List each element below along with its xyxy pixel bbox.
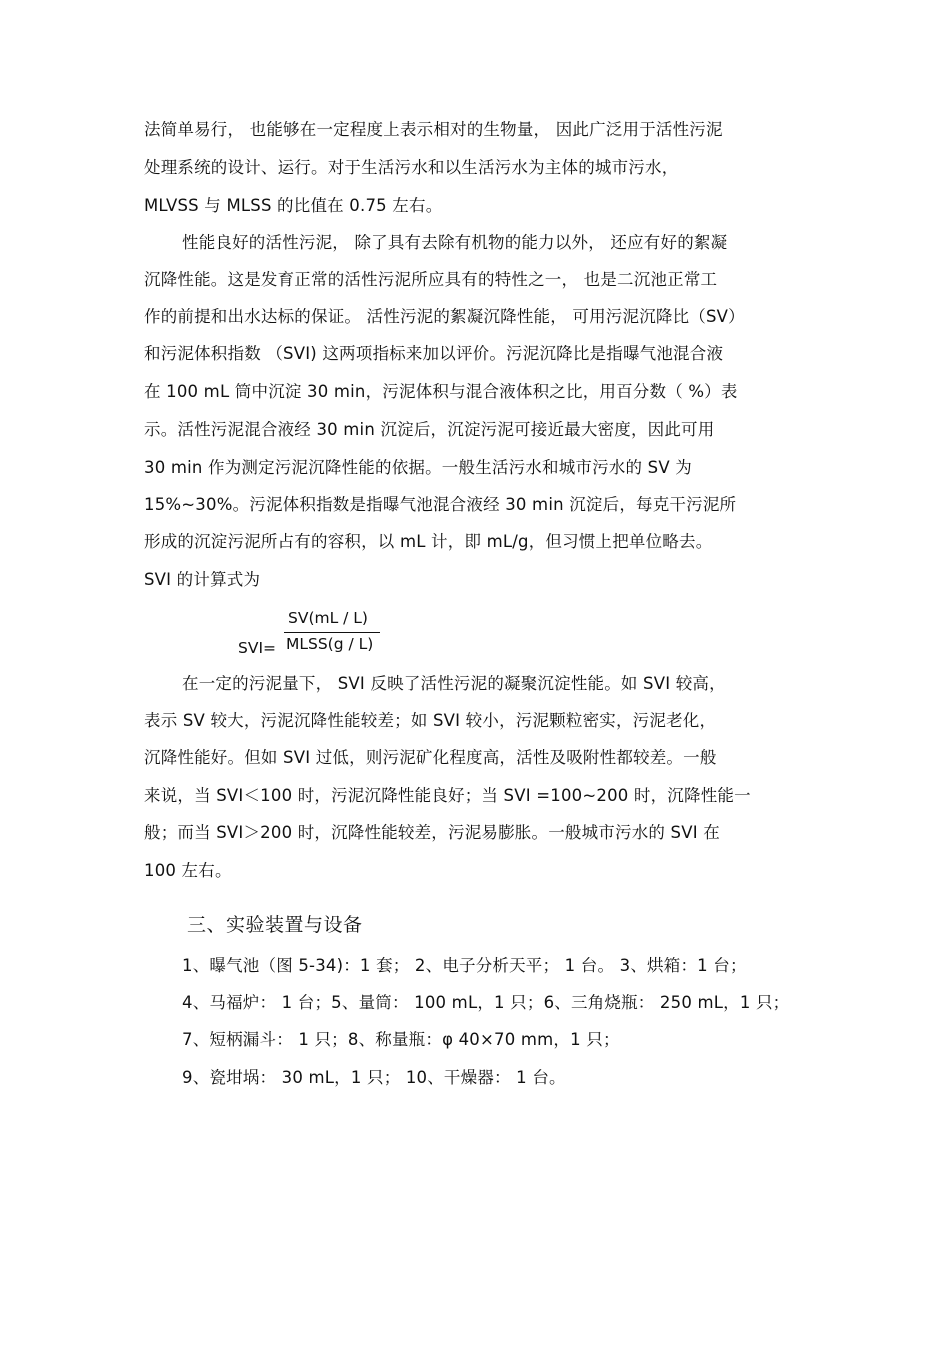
paragraph-3-line-5: 般；而当 SVI＞200 时，沉降性能较差，污泥易膨胀。一般城市污水的 SVI 在 [144,823,720,842]
paragraph-2-line-6: 示。活性污泥混合液经 30 min 沉淀后，沉淀污泥可接近最大密度，因此可用 [144,420,715,439]
paragraph-2-line-3: 作的前提和出水达标的保证。 活性污泥的絮凝沉降性能， 可用污泥沉降比（SV） [144,307,745,326]
equipment-line-3: 7、短柄漏斗： 1 只；8、称量瓶：φ 40×70 mm，1 只； [182,1030,620,1049]
paragraph-1-line-3: MLVSS 与 MLSS 的比值在 0.75 左右。 [144,196,443,215]
equipment-line-2: 4、马福炉： 1 台；5、量筒： 100 mL，1 只；6、三角烧瓶： 250 mL，1 只； [182,993,790,1012]
formula-denominator: MLSS(g / L) [286,635,374,653]
paragraph-1-line-1: 法简单易行， 也能够在一定程度上表示相对的生物量， 因此广泛用于活性污泥 [144,120,723,139]
formula-numerator: SV(mL / L) [288,609,368,627]
paragraph-3-line-4: 来说，当 SVI＜100 时，污泥沉降性能良好；当 SVI =100~200 时，沉降性能一 [144,786,751,805]
paragraph-3-line-3: 沉降性能好。但如 SVI 过低，则污泥矿化程度高，活性及吸附性都较差。一般 [144,748,717,767]
paragraph-2-line-5: 在 100 mL 筒中沉淀 30 min，污泥体积与混合液体积之比，用百分数（ %）表 [144,382,738,401]
paragraph-2-line-10: SVI 的计算式为 [144,570,261,589]
paragraph-2-line-9: 形成的沉淀污泥所占有的容积，以 mL 计，即 mL/g，但习惯上把单位略去。 [144,532,713,551]
paragraph-2-line-8: 15%~30%。污泥体积指数是指曝气池混合液经 30 min 沉淀后，每克干污泥所 [144,495,737,514]
paragraph-2-line-1: 性能良好的活性污泥， 除了具有去除有机物的能力以外， 还应有好的絮凝 [182,233,728,252]
fraction-bar [284,632,380,633]
equipment-line-1: 1、曝气池（图 5-34)：1 套； 2、电子分析天平； 1 台。 3、烘箱：1 台； [182,956,747,975]
equipment-line-4: 9、瓷坩埚： 30 mL，1 只； 10、干燥器： 1 台。 [182,1068,566,1087]
paragraph-2-line-7: 30 min 作为测定污泥沉降性能的依据。一般生活污水和城市污水的 SV 为 [144,458,692,477]
paragraph-1-line-2: 处理系统的设计、运行。对于生活污水和以生活污水为主体的城市污水， [144,158,679,177]
formula-lhs: SVI= [238,639,277,657]
paragraph-2-line-4: 和污泥体积指数 （SVI) 这两项指标来加以评价。污泥沉降比是指曝气池混合液 [144,344,724,363]
paragraph-3-line-1: 在一定的污泥量下， SVI 反映了活性污泥的凝聚沉淀性能。如 SVI 较高， [182,674,726,693]
section-heading: 三、实验装置与设备 [187,914,363,936]
paragraph-2-line-2: 沉降性能。这是发育正常的活性污泥所应具有的特性之一， 也是二沉池正常工 [144,270,718,289]
paragraph-3-line-2: 表示 SV 较大，污泥沉降性能较差；如 SVI 较小，污泥颗粒密实，污泥老化， [144,711,717,730]
svi-formula [238,606,398,666]
paragraph-3-line-6: 100 左右。 [144,861,232,880]
